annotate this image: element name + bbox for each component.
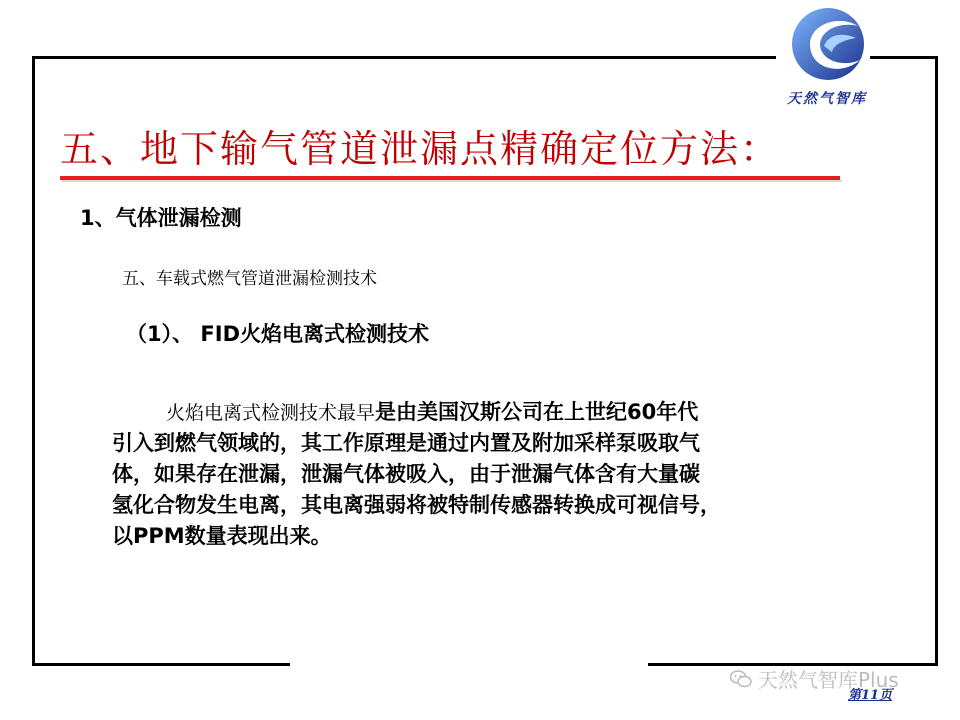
page-number: 第11页 xyxy=(848,688,893,703)
frame-top-right-border xyxy=(870,56,938,59)
watermark-text: 天然气智库Plus xyxy=(758,668,899,692)
page-title: 五、地下输气管道泄漏点精确定位方法： xyxy=(60,127,781,171)
paragraph-line: 氢化合物发生电离，其电离强弱将被特制传感器转换成可视信号， xyxy=(112,493,721,517)
paragraph-line: 以PPM数量表现出来。 xyxy=(112,524,332,548)
paragraph-line: 引入到燃气领域的，其工作原理是通过内置及附加采样泵吸取气 xyxy=(112,431,700,455)
title-underline-shadow xyxy=(62,180,842,182)
wechat-icon xyxy=(730,669,752,689)
subsubsection-heading: （1）、 FID火焰电离式检测技术 xyxy=(126,322,430,346)
paragraph-line: 体，如果存在泄漏，泄漏气体被吸入，由于泄漏气体含有大量碳 xyxy=(112,462,700,486)
brand-logo-icon xyxy=(780,4,876,84)
subsection-heading: 五、车载式燃气管道泄漏检测技术 xyxy=(122,269,377,289)
paragraph-line xyxy=(112,397,892,428)
frame-top-border xyxy=(32,56,776,59)
paragraph-line-text: 是由美国汉斯公司在上世纪60年代 xyxy=(375,400,699,424)
brand-caption: 天然气智库 xyxy=(787,91,867,107)
paragraph-lead: 火焰电离式检测技术最早 xyxy=(166,402,376,424)
frame-right-border xyxy=(935,56,938,666)
frame-bottom-left-border xyxy=(32,663,290,666)
body-paragraph xyxy=(112,397,892,552)
frame-left-border xyxy=(32,56,35,666)
section-heading: 1、气体泄漏检测 xyxy=(80,206,242,230)
